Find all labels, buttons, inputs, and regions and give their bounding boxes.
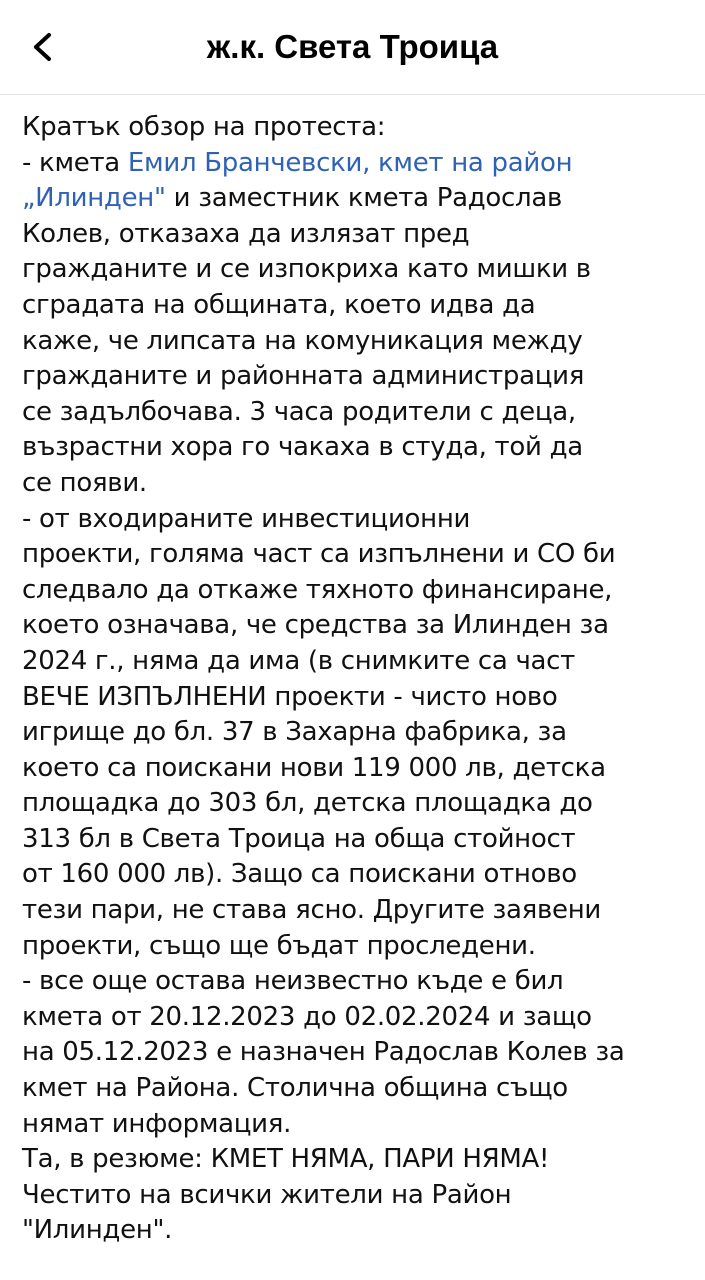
text-segment: "Илинден". — [22, 1215, 173, 1246]
text-segment: проекти, също ще бъдат проследени. — [22, 930, 536, 961]
post-text-line — [22, 893, 697, 929]
mention-link[interactable]: „Илинден" — [22, 183, 166, 214]
text-segment: и заместник кмета Радослав — [165, 183, 562, 214]
post-text-line — [22, 608, 697, 644]
post-text-line — [22, 146, 697, 182]
post-text-line — [22, 252, 697, 288]
text-segment: - от входираните инвестиционни — [22, 503, 471, 534]
text-segment: Та, в резюме: КМЕТ НЯМА, ПАРИ НЯМА! — [22, 1144, 550, 1175]
text-segment: се появи. — [22, 467, 147, 498]
text-segment: от 160 000 лв). Защо са поискани отново — [22, 859, 577, 890]
text-segment: което са поискани нови 119 000 лв, детска — [22, 752, 606, 783]
text-segment: сградата на общината, което идва да — [22, 289, 536, 320]
post-text-line — [22, 181, 697, 217]
text-segment: тези пари, не става ясно. Другите заявени — [22, 895, 601, 926]
post-text-line — [22, 680, 697, 716]
post-text-line — [22, 964, 697, 1000]
text-segment: което означава, че средства за Илинден за — [22, 610, 609, 641]
text-segment: проекти, голяма част са изпълнени и СО би — [22, 539, 616, 570]
post-text — [22, 110, 697, 1249]
post-text-line — [22, 1142, 697, 1178]
post-text-line — [22, 110, 697, 146]
text-segment: възрастни хора го чакаха в студа, той да — [22, 432, 583, 463]
post-text-line — [22, 537, 697, 573]
post-text-line — [22, 502, 697, 538]
text-segment: се задълбочава. 3 часа родители с деца, — [22, 396, 576, 427]
post-text-line — [22, 324, 697, 360]
text-segment: на 05.12.2023 е назначен Радослав Колев за — [22, 1037, 625, 1068]
mention-link[interactable]: Емил Бранчевски, кмет на район — [127, 147, 573, 178]
post-text-line — [22, 1178, 697, 1214]
text-segment: - все още остава неизвестно къде е бил — [22, 966, 564, 997]
post-text-line — [22, 929, 697, 965]
post-text-line — [22, 395, 697, 431]
post-text-line — [22, 1213, 697, 1249]
text-segment: игрище до бл. 37 в Захарна фабрика, за — [22, 717, 567, 748]
text-segment: гражданите и районната администрация — [22, 361, 585, 392]
text-segment: 2024 г., няма да има (в снимките са част — [22, 645, 575, 676]
text-segment: - кмета — [22, 147, 128, 178]
post-text-line — [22, 786, 697, 822]
post-text-line — [22, 466, 697, 502]
text-segment: каже, че липсата на комуникация между — [22, 325, 583, 356]
text-segment: ВЕЧЕ ИЗПЪЛНЕНИ проекти - чисто ново — [22, 681, 558, 712]
text-segment: следвало да откаже тяхното финансиране, — [22, 574, 613, 605]
post-text-line — [22, 715, 697, 751]
post-text-line — [22, 857, 697, 893]
post-text-line — [22, 573, 697, 609]
post-text-line — [22, 217, 697, 253]
text-segment: 313 бл в Света Троица на обща стойност — [22, 823, 576, 854]
text-segment: кмет на Района. Столична община също — [22, 1073, 568, 1104]
post-text-line — [22, 359, 697, 395]
post-text-line — [22, 1107, 697, 1143]
post-text-line — [22, 288, 697, 324]
text-segment: нямат информация. — [22, 1108, 292, 1139]
post-text-line — [22, 644, 697, 680]
text-segment: Честито на всички жители на Район — [22, 1179, 512, 1210]
post-text-line — [22, 1035, 697, 1071]
navigation-header — [0, 0, 705, 95]
post-text-line — [22, 430, 697, 466]
text-segment: площадка до 303 бл, детска площадка до — [22, 788, 593, 819]
post-text-line — [22, 822, 697, 858]
post-text-line — [22, 751, 697, 787]
post-text-line — [22, 1071, 697, 1107]
text-segment: кмета от 20.12.2023 до 02.02.2024 и защо — [22, 1001, 592, 1032]
text-segment: гражданите и се изпокриха като мишки в — [22, 254, 591, 285]
text-segment: Кратък обзор на протеста: — [22, 112, 386, 142]
page-title: ж.к. Света Троица — [206, 28, 499, 65]
post-text-line — [22, 1000, 697, 1036]
text-segment: Колев, отказаха да излязат пред — [22, 218, 470, 249]
